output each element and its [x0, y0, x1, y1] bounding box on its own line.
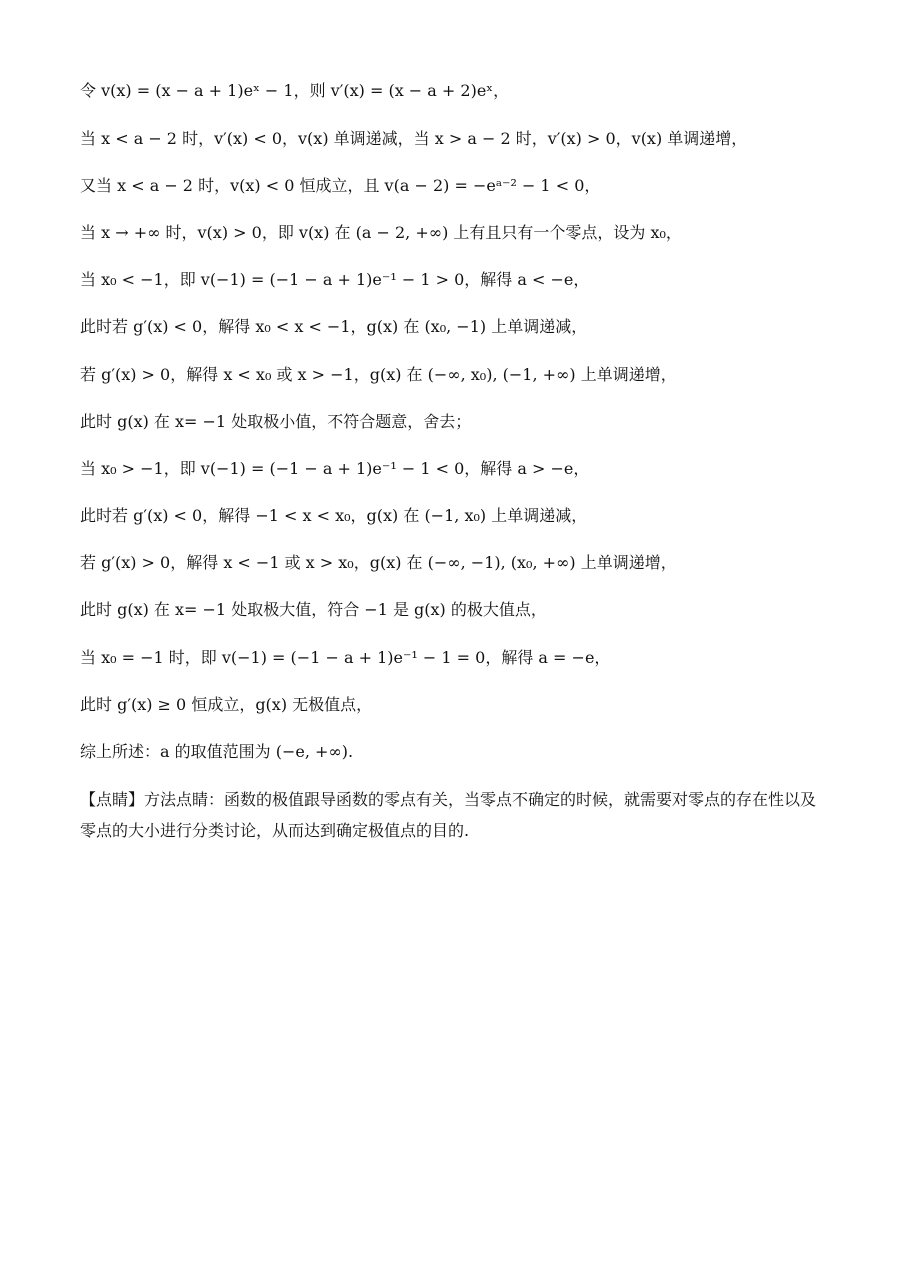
solution-line-6: 此时若 g′(x) < 0，解得 x₀ < x < −1，g(x) 在 (x₀, −1) 上单调递减， — [80, 317, 588, 336]
solution-line-5: 当 x₀ < −1，即 v(−1) = (−1 − a + 1)e⁻¹ − 1 > 0，解得 a < −e， — [80, 270, 590, 289]
solution-line-12: 此时 g(x) 在 x= −1 处取极大值，符合 −1 是 g(x) 的极大值点， — [80, 600, 547, 619]
method-comment: 【点睛】方法点睛：函数的极值跟导函数的零点有关，当零点不确定的时候，就需要对零点的存在性以及零点的大小进行分类讨论，从而达到确定极值点的目的. — [80, 790, 817, 840]
solution-line-13: 当 x₀ = −1 时，即 v(−1) = (−1 − a + 1)e⁻¹ − 1 = 0，解得 a = −e， — [80, 648, 611, 667]
solution-line-10: 此时若 g′(x) < 0，解得 −1 < x < x₀，g(x) 在 (−1, x₀) 上单调递减， — [80, 506, 588, 525]
solution-line-3: 又当 x < a − 2 时，v(x) < 0 恒成立，且 v(a − 2) = −eᵃ⁻² − 1 < 0， — [80, 176, 601, 195]
solution-line-14: 此时 g′(x) ≥ 0 恒成立，g(x) 无极值点， — [80, 695, 373, 714]
solution-line-9: 当 x₀ > −1，即 v(−1) = (−1 − a + 1)e⁻¹ − 1 < 0，解得 a > −e， — [80, 459, 590, 478]
solution-line-1: 令 v(x) = (x − a + 1)eˣ − 1，则 v′(x) = (x − a + 2)eˣ， — [80, 81, 510, 100]
solution-line-11: 若 g′(x) > 0，解得 x < −1 或 x > x₀，g(x) 在 (−∞, −1), (x₀, +∞) 上单调递增， — [80, 553, 677, 572]
solution-line-8: 此时 g(x) 在 x= −1 处取极小值，不符合题意，舍去； — [80, 412, 472, 431]
solution-line-7: 若 g′(x) > 0，解得 x < x₀ 或 x > −1，g(x) 在 (−∞, x₀), (−1, +∞) 上单调递增， — [80, 365, 677, 384]
solution-line-4: 当 x → +∞ 时，v(x) > 0，即 v(x) 在 (a − 2, +∞) 上有且只有一个零点，设为 x₀， — [80, 223, 682, 242]
solution-line-2: 当 x < a − 2 时，v′(x) < 0，v(x) 单调递减，当 x > a − 2 时，v′(x) > 0，v(x) 单调递增， — [80, 129, 748, 148]
solution-line-15: 综上所述：a 的取值范围为 (−e, +∞). — [80, 742, 354, 761]
